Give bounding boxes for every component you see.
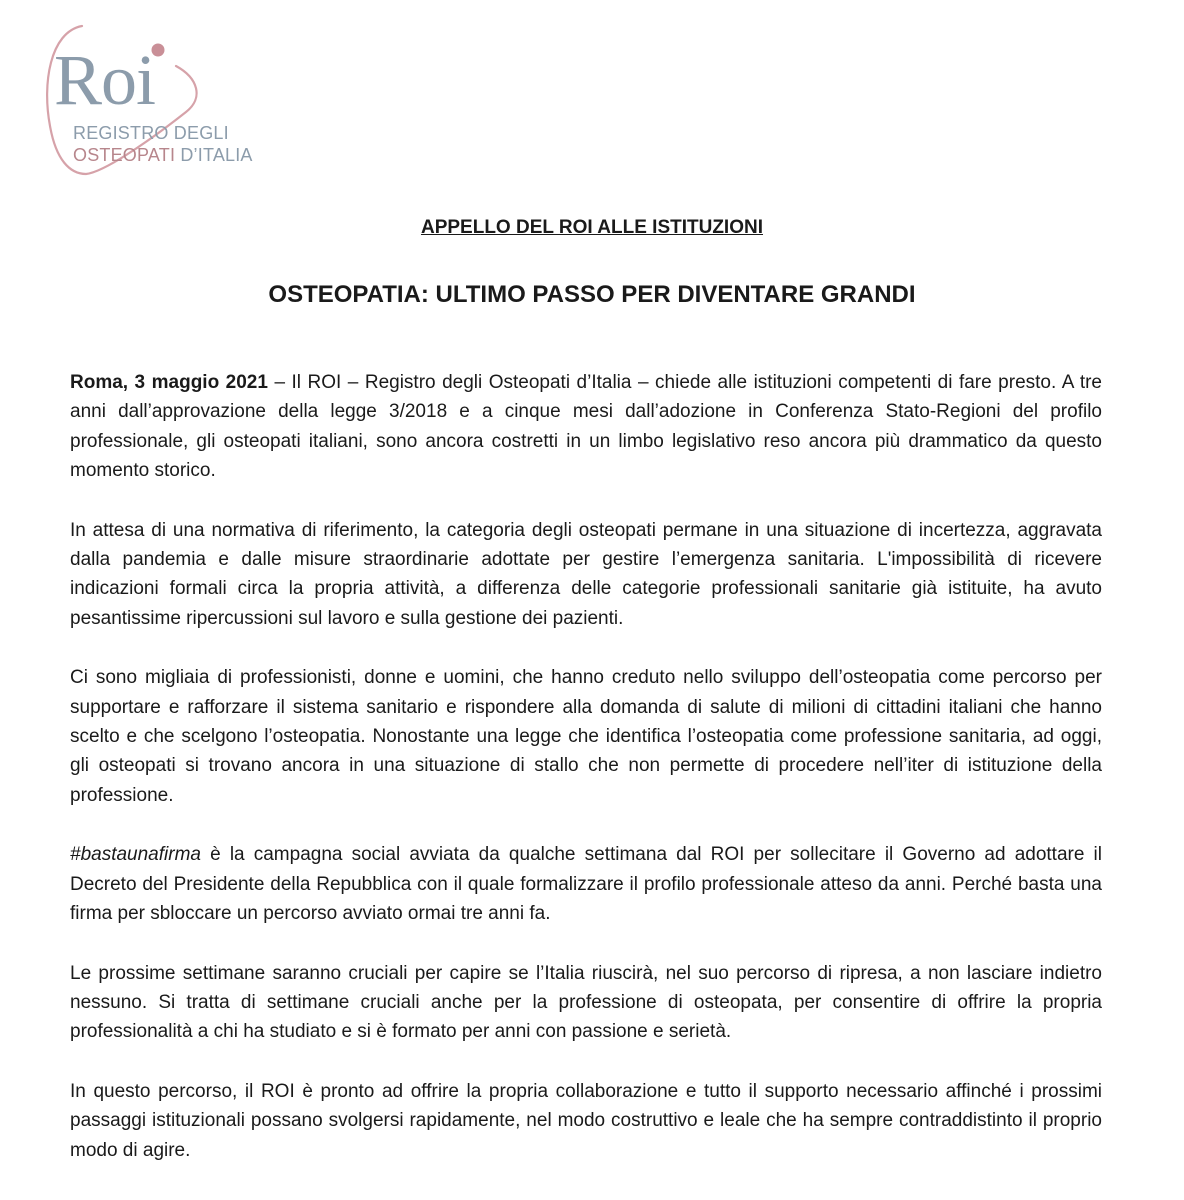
kicker-heading: APPELLO DEL ROI ALLE ISTITUZIONI [420,217,763,238]
paragraph-2: In attesa di una normativa di riferimento, la categoria degli osteopati permane in una situazione di incertezza, aggravata dalla pandemia e dalle misure straordinarie adottate per gestire l’emergenza sanitaria. L'impossibilità di ricevere indicazioni formali circa la propria attività, a differenza delle categorie professionali sanitarie già istituite, ha avuto pesantissime ripercussioni sul lavoro e sulla gestione dei pazienti. [70,519,1102,629]
paragraph-4-text: è la campagna social avviata da qualche settimana dal ROI per sollecitare il Governo ad adottare il Decreto del Presidente della Repubblica con il quale formalizzare il profilo professionale atteso da anni. Perché basta una firma per sbloccare un percorso avviato ormai tre anni fa. [70,844,1102,925]
paragraph-5: Le prossime settimane saranno cruciali per capire se l’Italia riuscirà, nel suo percorso di ripresa, a non lasciare indietro nessuno. Si tratta di settimane cruciali anche per la professione di osteopata, per consentire di offrire la propria professionalità a chi ha studiato e si è formato per anni con passione e serietà. [70,962,1102,1043]
press-release-body [70,368,1102,1165]
paragraph-3: Ci sono migliaia di professionisti, donne e uomini, che hanno creduto nello sviluppo dell’osteopatia come percorso per supportare e rafforzare il sistema sanitario e rispondere alla domanda di salute di milioni di cittadini italiani che hanno scelto e che scelgono l’osteopatia. Nonostante una legge che identifica l’osteopatia come professione sanitaria, ad oggi, gli osteopati si trovano ancora in una situazione di stallo che non permette di procedere nell’iter di istituzione della professione. [70,667,1102,806]
logo-line-registro: REGISTRO DEGLI [73,123,229,143]
logo-line-osteopati-word: OSTEOPATI [73,145,176,165]
page-title: OSTEOPATIA: ULTIMO PASSO PER DIVENTARE GRANDI [268,281,916,308]
logo-line-ditalia-word: D’ITALIA [175,145,253,165]
roi-logo [36,14,296,184]
paragraph-6: In questo percorso, il ROI è pronto ad offrire la propria collaborazione e tutto il supporto necessario affinché i prossimi passaggi istituzionali possano svolgersi rapidamente, nel modo costruttivo e leale che ha sempre contraddistinto il proprio modo di agire. [70,1080,1102,1161]
paragraph-1 [70,368,1102,486]
logo-brand: Roi [54,40,156,120]
paragraph-1-text: – Il ROI – Registro degli Osteopati d’Italia – chiede alle istituzioni competenti di fare presto. A tre anni dall’approvazione della legge 3/2018 e a cinque mesi dall’adozione in Conferenza Stato-Regioni del profilo professionale, gli osteopati italiani, sono ancora costretti in un limbo legislativo reso ancora più drammatico da questo momento storico. [70,372,1102,482]
paragraph-4 [70,840,1102,928]
hashtag: #bastaunafirma [70,844,201,866]
logo-line-osteopati [73,145,253,165]
dateline: Roma, 3 maggio 2021 [70,372,268,393]
